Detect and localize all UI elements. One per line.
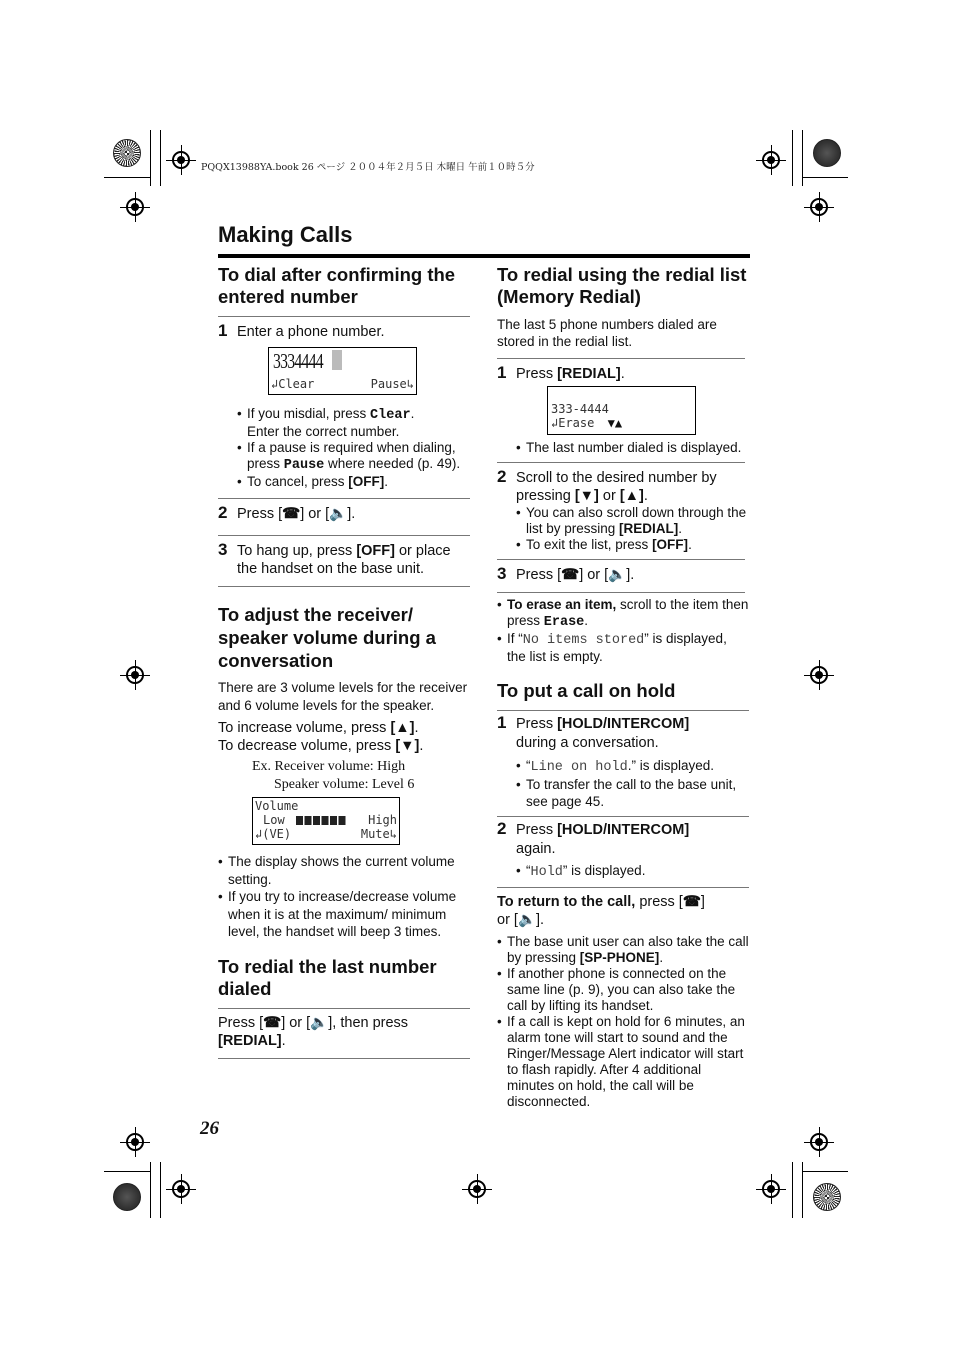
crosshair-mark — [126, 1133, 144, 1151]
crop-line — [160, 1162, 161, 1218]
note-item: • “Hold” is displayed. — [516, 863, 749, 881]
crosshair-mark — [126, 666, 144, 684]
note-item: • If a call is kept on hold for 6 minutes, an alarm tone will start to sound and the Ringer/Message Alert indicator will start to flash rapidly. After 4 additional minutes on hold, the call will be disconnected. — [497, 1014, 749, 1110]
step-1 — [497, 363, 749, 383]
step-text: Enter a phone number. — [237, 324, 385, 340]
speakerphone-key-icon: 🔈 — [517, 912, 537, 928]
note-item: • If you try to increase/decrease volume when it is at the maximum/ minimum level, the handset will beep 3 times. — [218, 888, 470, 941]
soft-key-right: Pause — [370, 377, 407, 391]
crop-line — [792, 1162, 793, 1218]
soft-key-left-arrow-icon: ↲ — [271, 377, 279, 391]
crop-line — [150, 130, 151, 186]
step-number: 2 — [218, 503, 228, 522]
step-2-notes — [516, 863, 749, 881]
volume-increase: To increase volume, press [▲]. — [218, 720, 419, 736]
print-info-line: PQQX13988YA.book 26 ページ ２００４年２月５日 木曜日 午前１０時５分 — [201, 162, 535, 173]
note-item: • If you misdial, press Clear. Enter the correct number. — [237, 406, 470, 440]
step-text: To hang up, press [OFF] or place the handset on the base unit. — [237, 543, 451, 577]
volume-level-bar — [296, 816, 346, 825]
note-item: • The base unit user can also take the call by pressing [SP-PHONE]. — [497, 934, 749, 966]
lcd-softkeys — [551, 416, 622, 430]
registration-burst-top-left — [113, 139, 141, 167]
talk-key-icon: ☎ — [561, 567, 580, 583]
note-item: • The last number dialed is displayed. — [516, 440, 749, 456]
right-column — [497, 264, 749, 1110]
speakerphone-key-icon: 🔈 — [310, 1014, 329, 1031]
scroll-arrows-icon: ▼▲ — [607, 416, 623, 430]
volume-lcd-display — [252, 797, 400, 845]
crop-line — [802, 177, 848, 178]
redial-last-text: Press [☎] or [🔈], then press [REDIAL]. — [218, 1014, 409, 1049]
section-heading-redial-last: To redial the last number dialed — [218, 955, 437, 999]
soft-key-left: (VE) — [262, 827, 292, 841]
registration-burst-bottom-right — [813, 1183, 841, 1211]
soft-key-right-arrow-icon: ↳ — [406, 377, 414, 391]
soft-key-left-arrow-icon: ↲ — [551, 416, 559, 430]
hold-step-1 — [497, 713, 749, 810]
note-item: • To erase an item, scroll to the item then press Erase. — [497, 597, 749, 631]
soft-key-left: Erase — [558, 416, 595, 430]
note-item: • If “No items stored” is displayed, the list is empty. — [497, 631, 749, 665]
note-item: • To transfer the call to the base unit, see page 45. — [516, 776, 749, 810]
step-number: 3 — [497, 564, 507, 583]
step-2-notes — [516, 505, 749, 553]
lcd-display — [547, 386, 696, 435]
section-heading-memory-redial: To redial using the redial list (Memory Redial) — [497, 264, 747, 307]
memory-intro: The last 5 phone numbers dialed are stored in the redial list. — [497, 317, 717, 349]
crosshair-mark — [810, 1133, 828, 1151]
crosshair-mark — [762, 151, 780, 169]
hold-notes — [497, 934, 749, 1110]
crosshair-mark — [762, 1180, 780, 1198]
crop-line — [160, 130, 161, 186]
crop-line — [104, 1171, 150, 1172]
note-item: • If a pause is required when dialing, press Pause where needed (p. 49). — [237, 440, 470, 474]
step-text: Press [☎] or [🔈]. — [237, 506, 356, 522]
section-heading-hold: To put a call on hold — [497, 680, 676, 701]
volume-decrease: To decrease volume, press [▼]. — [218, 738, 424, 754]
section-heading-volume: To adjust the receiver/ speaker volume during a conversation — [218, 604, 436, 671]
step-text: Scroll to the desired number by pressing [▼] or [▲]. — [516, 470, 717, 504]
registration-burst-bottom-left — [113, 1183, 141, 1211]
soft-key-right-arrow-icon: ↳ — [389, 827, 397, 841]
step-2 — [497, 467, 749, 553]
crosshair-mark — [172, 151, 190, 169]
note-item: • If another phone is connected on the same line (p. 9), you can also take the call by lifting its handset. — [497, 966, 749, 1014]
speakerphone-key-icon: 🔈 — [608, 567, 627, 583]
speakerphone-key-icon: 🔈 — [329, 506, 348, 522]
step-number: 1 — [497, 363, 507, 382]
step-number: 3 — [218, 540, 228, 559]
crop-line — [104, 177, 150, 178]
step-1 — [218, 321, 470, 341]
talk-key-icon: ☎ — [263, 1014, 282, 1031]
note-item: • To cancel, press [OFF]. — [237, 474, 470, 490]
crosshair-mark — [172, 1180, 190, 1198]
crop-line — [792, 130, 793, 186]
step-number: 1 — [218, 321, 228, 340]
lcd-display — [268, 347, 417, 395]
title-rule — [218, 254, 750, 258]
note-item: • To exit the list, press [OFF]. — [516, 537, 749, 553]
step-3 — [218, 540, 470, 578]
talk-key-icon: ☎ — [282, 506, 301, 522]
lcd-number: 3334444 — [273, 349, 323, 373]
volume-notes — [218, 853, 470, 941]
crosshair-mark — [126, 198, 144, 216]
section-heading-dial: To dial after confirming the entered number — [218, 264, 456, 307]
memory-notes — [497, 597, 749, 665]
step-text: Press [HOLD/INTERCOM] during a conversation. — [516, 716, 690, 751]
crosshair-mark — [810, 666, 828, 684]
lcd-softkeys — [271, 377, 414, 391]
soft-key-right: Mute — [360, 827, 390, 841]
note-item: • You can also scroll down through the list by pressing [REDIAL]. — [516, 505, 749, 537]
step-number: 1 — [497, 713, 507, 732]
step-2 — [218, 503, 470, 527]
step-number: 2 — [497, 819, 507, 838]
step-text: Press [REDIAL]. — [516, 366, 625, 382]
note-item: • The display shows the current volume setting. — [218, 853, 470, 888]
step-text: Press [☎] or [🔈]. — [516, 567, 635, 583]
return-to-call: To return to the call, press [☎] or [🔈]. — [497, 894, 705, 928]
registration-burst-top-right — [813, 139, 841, 167]
note-item: • “Line on hold.” is displayed. — [516, 757, 749, 776]
crop-line — [802, 1171, 848, 1172]
step-1-notes — [237, 406, 470, 490]
soft-key-left: Clear — [278, 377, 315, 391]
step-number: 2 — [497, 467, 507, 486]
crosshair-mark — [468, 1180, 486, 1198]
lcd-line-1: Volume — [255, 799, 299, 813]
lcd-cursor — [332, 350, 342, 370]
left-column — [218, 264, 470, 1059]
lcd-number: 333-4444 — [551, 402, 609, 416]
step-1-notes — [516, 440, 749, 456]
step-text: Press [HOLD/INTERCOM] again. — [516, 822, 690, 857]
page-number: 26 — [200, 1118, 219, 1139]
lcd-line-2: Low High — [263, 813, 397, 827]
lcd-softkeys — [255, 827, 397, 841]
talk-key-icon: ☎ — [682, 894, 701, 910]
example-caption: Ex. Receiver volume: High Speaker volume: Level 6 — [252, 759, 415, 792]
crop-line — [150, 1162, 151, 1218]
step-1-notes — [516, 757, 749, 810]
hold-step-2 — [497, 819, 749, 881]
page-title: Making Calls — [218, 222, 353, 247]
crosshair-mark — [810, 198, 828, 216]
soft-key-left-arrow-icon: ↲ — [255, 827, 263, 841]
volume-intro: There are 3 volume levels for the receiver and 6 volume levels for the speaker. — [218, 680, 468, 713]
step-3 — [497, 564, 749, 586]
